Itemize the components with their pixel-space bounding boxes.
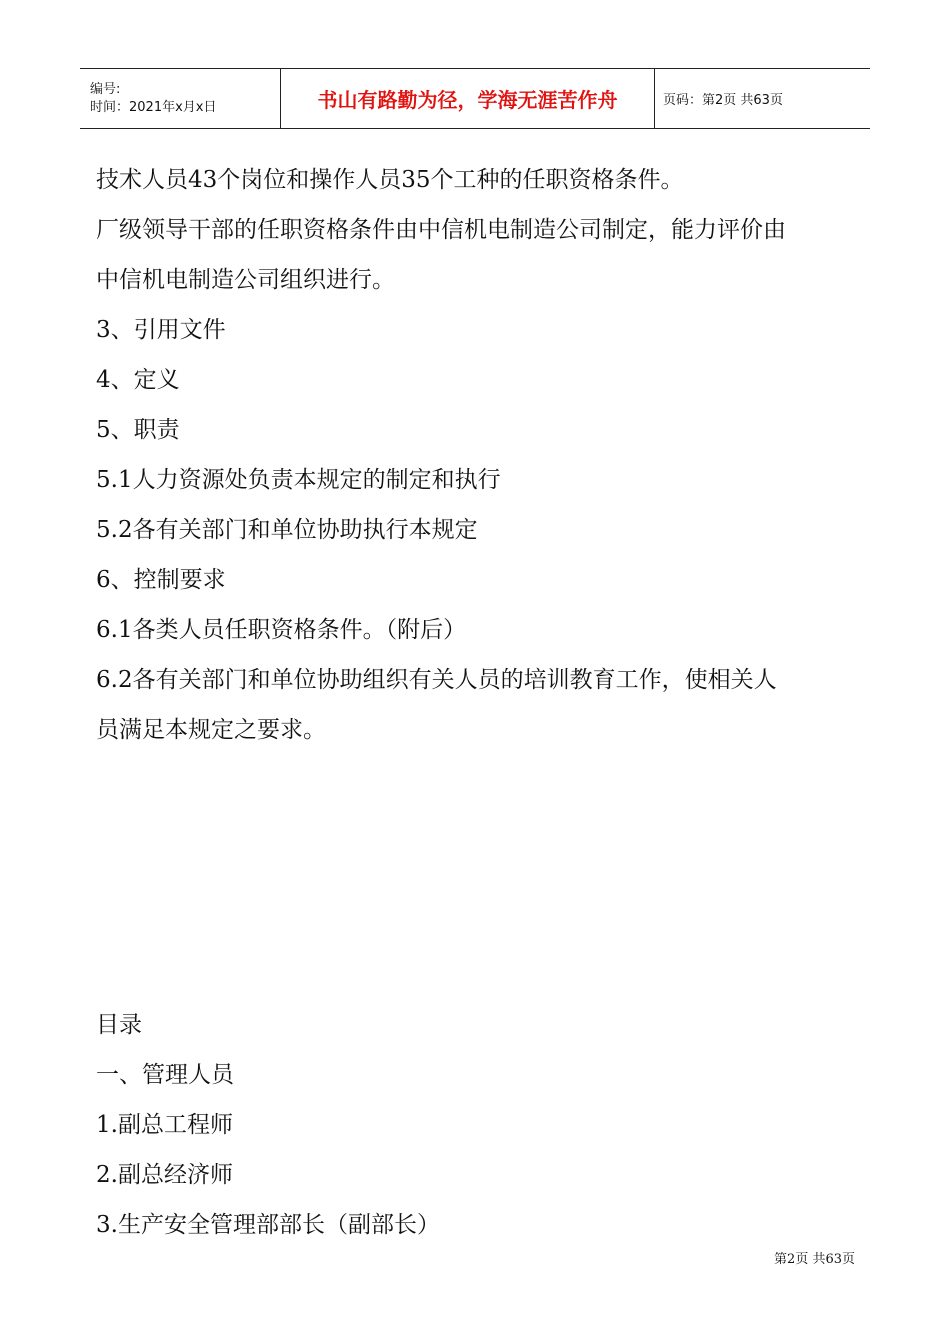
body-line: 技术人员43个岗位和操作人员35个工种的任职资格条件。 <box>96 167 684 193</box>
body-line: 5.2各有关部门和单位协助执行本规定 <box>96 517 478 543</box>
header-page-info: 页码：第2页 共63页 <box>663 93 783 108</box>
toc-section: 一、管理人员 <box>96 1062 234 1088</box>
body-line: 6.1各类人员任职资格条件。（附后） <box>96 617 467 643</box>
section-heading: 3、引用文件 <box>96 317 226 343</box>
body-line: 员满足本规定之要求。 <box>96 717 326 743</box>
section-heading: 5、职责 <box>96 417 180 443</box>
toc-title: 目录 <box>96 1012 142 1038</box>
body-line: 厂级领导干部的任职资格条件由中信机电制造公司制定，能力评价由 <box>96 217 786 243</box>
body-line: 中信机电制造公司组织进行。 <box>96 267 395 293</box>
section-heading: 6、控制要求 <box>96 567 226 593</box>
header-meta <box>80 69 281 128</box>
serial-label: 编号: <box>90 81 121 97</box>
document-body <box>96 155 866 755</box>
section-heading: 4、定义 <box>96 367 180 393</box>
time-label: 时间：2021年x月x日 <box>90 99 217 115</box>
page-header <box>80 68 870 129</box>
page-footer: 第2页 共63页 <box>774 1252 855 1267</box>
toc-item: 1.副总工程师 <box>96 1112 233 1138</box>
toc-item: 2.副总经济师 <box>96 1162 233 1188</box>
table-of-contents <box>96 1000 866 1250</box>
header-motto: 书山有路勤为径，学海无涯苦作舟 <box>281 69 655 128</box>
body-line: 5.1人力资源处负责本规定的制定和执行 <box>96 467 501 493</box>
body-line: 6.2各有关部门和单位协助组织有关人员的培训教育工作，使相关人 <box>96 667 777 693</box>
toc-item: 3.生产安全管理部部长（副部长） <box>96 1212 440 1238</box>
